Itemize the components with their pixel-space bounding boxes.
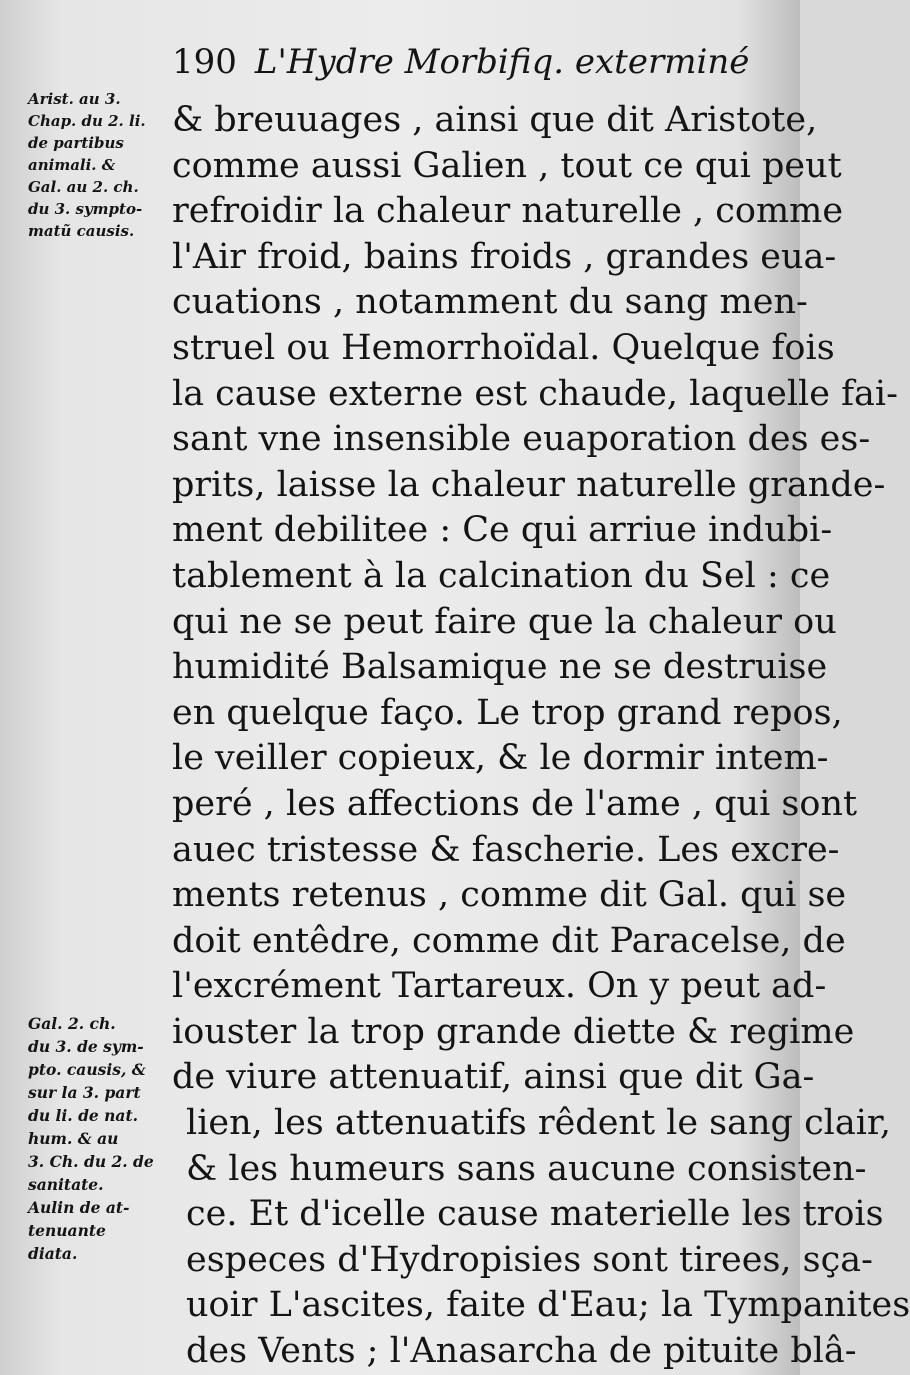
text-line: l'Air froid, bains froids , grandes eua- xyxy=(172,236,837,277)
text-line: comme aussi Galien , tout ce qui peut xyxy=(172,145,842,186)
text-line: sant vne insensible euaporation des es- xyxy=(172,419,871,460)
text-line: l'excrément Tartareux. On y peut ad- xyxy=(172,966,827,1007)
margin-note-line: de partibus xyxy=(28,134,124,152)
text-line: iouster la trop grande diette & regime xyxy=(172,1011,855,1052)
running-title: L'Hydre Morbifiq. exterminé xyxy=(254,42,750,82)
page-number: 190 xyxy=(172,42,237,82)
margin-note-line: sur la 3. part xyxy=(28,1083,141,1102)
margin-note-line: Gal. au 2. ch. xyxy=(28,178,139,196)
text-line: ments retenus , comme dit Gal. qui se xyxy=(172,875,847,916)
text-line: auec tristesse & fascherie. Les excre- xyxy=(172,829,840,870)
margin-note-line: du 3. de sym- xyxy=(28,1037,144,1056)
margin-note-line: sanitate. xyxy=(28,1175,104,1194)
margin-note-line: pto. causis, & xyxy=(28,1060,146,1079)
text-line: cuations , notamment du sang men- xyxy=(172,282,808,323)
text-line: & breuuages , ainsi que dit Aristote, xyxy=(172,100,818,140)
text-line: & les humeurs sans aucune consisten- xyxy=(186,1148,867,1189)
text-line: qui ne se peut faire que la chaleur ou xyxy=(172,601,837,642)
margin-note-line: 3. Ch. du 2. de xyxy=(28,1152,154,1171)
margin-note-1 xyxy=(28,88,176,242)
text-line: ce. Et d'icelle cause materielle les trois xyxy=(186,1194,884,1235)
text-line: refroidir la chaleur naturelle , comme xyxy=(172,191,844,232)
margin-note-line: matũ causis. xyxy=(28,222,135,240)
page-header xyxy=(172,42,780,82)
margin-note-line: animali. & xyxy=(28,156,116,174)
text-line: la cause externe est chaude, laquelle fai- xyxy=(172,373,898,414)
margin-note-line: diata. xyxy=(28,1244,78,1263)
margin-note-line: du 3. sympto- xyxy=(28,200,143,218)
text-line: lien, les attenuatifs rêdent le sang clair, xyxy=(186,1103,891,1144)
margin-note-line: tenuante xyxy=(28,1221,106,1240)
margin-note-line: du li. de nat. xyxy=(28,1106,139,1125)
margin-note-line: Chap. du 2. li. xyxy=(28,112,146,130)
text-line: des Vents ; l'Anasarcha de pituite blâ- xyxy=(186,1331,857,1372)
text-line: tablement à la calcination du Sel : ce xyxy=(172,555,831,596)
text-line: prits, laisse la chaleur naturelle grande- xyxy=(172,464,886,505)
main-text-block xyxy=(172,98,910,1375)
text-line: doit entêdre, comme dit Paracelse, de xyxy=(172,920,846,961)
text-line: uoir L'ascites, faite d'Eau; la Tympanites xyxy=(186,1285,910,1326)
margin-note-line: Gal. 2. ch. xyxy=(28,1014,116,1033)
text-line: en quelque faço. Le trop grand repos, xyxy=(172,692,843,733)
text-line: le veiller copieux, & le dormir intem- xyxy=(172,738,829,779)
text-line: struel ou Hemorrhoïdal. Quelque fois xyxy=(172,327,835,368)
margin-note-line: hum. & au xyxy=(28,1129,119,1148)
margin-note-2 xyxy=(28,1012,176,1265)
text-line: peré , les affections de l'ame , qui sont xyxy=(172,783,858,824)
text-line: de viure attenuatif, ainsi que dit Ga- xyxy=(172,1057,815,1098)
text-line: ment debilitee : Ce qui arriue indubi- xyxy=(172,510,833,551)
text-line: especes d'Hydropisies sont tirees, sça- xyxy=(186,1239,873,1280)
text-line: humidité Balsamique ne se destruise xyxy=(172,647,828,688)
margin-note-line: Aulin de at- xyxy=(28,1198,130,1217)
margin-note-line: Arist. au 3. xyxy=(28,90,121,108)
